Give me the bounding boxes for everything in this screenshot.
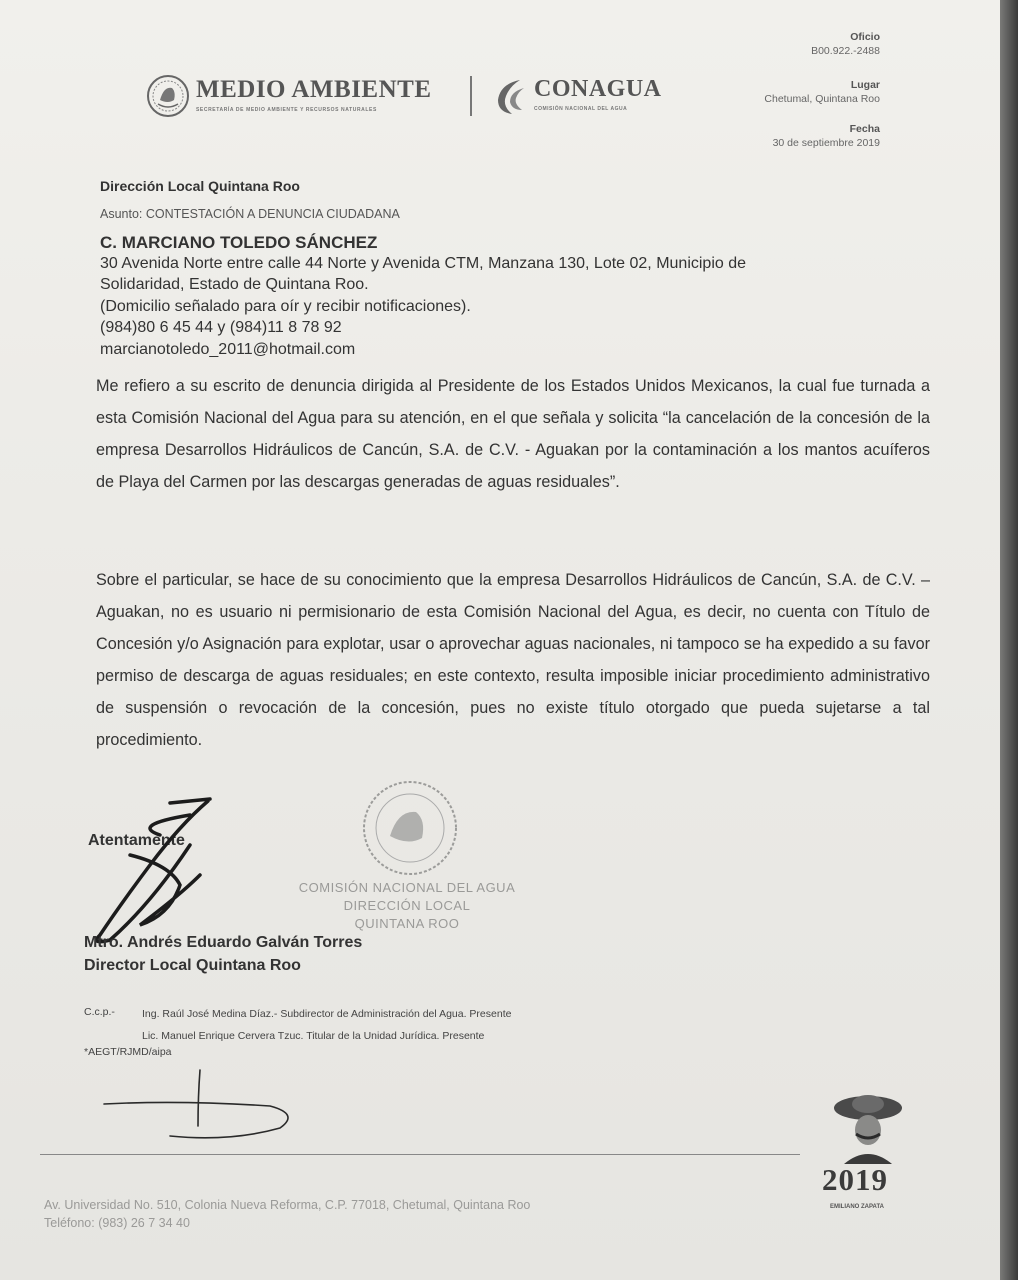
logo-separator	[470, 76, 472, 116]
footer-phone: Teléfono: (983) 26 7 34 40	[44, 1216, 190, 1230]
ccp-line-1: Ing. Raúl José Medina Díaz.- Subdirector de Administración del Agua. Presente	[142, 1008, 512, 1020]
recipient-address-line1: 30 Avenida Norte entre calle 44 Norte y Avenida CTM, Manzana 130, Lote 02, Municipio de	[100, 255, 747, 272]
zapata-label: EMILIANO ZAPATA	[830, 1204, 884, 1210]
oficio-label: Oficio	[850, 31, 880, 43]
ccp-label: C.c.p.-	[84, 1006, 115, 1018]
ccp-line-2: Lic. Manuel Enrique Cervera Tzuc. Titular de la Unidad Jurídica. Presente	[142, 1030, 485, 1042]
year-2019-logo: 2019	[822, 1162, 888, 1197]
conagua-logo-subtitle: COMISIÓN NACIONAL DEL AGUA	[534, 106, 628, 112]
asunto-line: Asunto: CONTESTACIÓN A DENUNCIA CIUDADANA	[100, 207, 400, 221]
initial-mark	[100, 1066, 310, 1146]
handwritten-signature	[70, 795, 240, 955]
recipient-phones: (984)80 6 45 44 y (984)11 8 78 92	[100, 319, 342, 336]
direccion-heading: Dirección Local Quintana Roo	[100, 178, 300, 194]
conagua-logo-text: CONAGUA	[534, 76, 662, 102]
stamp-line-2: DIRECCIÓN LOCAL	[343, 898, 471, 913]
fecha-label: Fecha	[849, 123, 880, 135]
stamp-line-1: COMISIÓN NACIONAL DEL AGUA	[298, 880, 516, 895]
body-paragraph-1: Me refiero a su escrito de denuncia dirigida al Presidente de los Estados Unidos Mexicanos, la cual fue turnada a esta Comisión Nacional del Agua para su atención, en el que señala y solicita “la cancelación de la concesión de la empresa Desarrollos Hidráulicos de Cancún, S.A. de C.V. - Aguakan por la contaminación a los mantos acuíferos de Playa del Carmen por las descargas generadas de aguas residuales”.	[96, 377, 930, 491]
zapata-portrait-icon	[826, 1092, 910, 1164]
lugar-label: Lugar	[850, 79, 880, 91]
body-paragraph-2: Sobre el particular, se hace de su conocimiento que la empresa Desarrollos Hidráulicos de Cancún, S.A. de C.V. – Aguakan, no es usuario ni permisionario de esta Comisión Nacional del Agua, es decir, no cuenta con Título de Concesión y/o Asignación para explotar, usar o aprovechar aguas nacionales, ni tampoco se ha expedido a su favor permiso de descarga de aguas residuales; en este contexto, resulta imposible iniciar procedimiento administrativo de suspensión o revocación de la concesión, pues no existe título otorgado que pueda sujetarse a tal procedimiento.	[96, 571, 930, 749]
footer-address: Av. Universidad No. 510, Colonia Nueva Reforma, C.P. 77018, Chetumal, Quintana Roo	[44, 1198, 531, 1212]
oficio-value: B00.922.-2488	[811, 45, 880, 57]
fecha-value: 30 de septiembre 2019	[772, 137, 880, 149]
conagua-wave-icon	[490, 74, 530, 118]
ccp-initials: *AEGT/RJMD/aipa	[84, 1046, 172, 1058]
footer-divider	[40, 1154, 800, 1155]
recipient-note: (Domicilio señalado para oír y recibir notificaciones).	[100, 298, 471, 315]
recipient-address-line2: Solidaridad, Estado de Quintana Roo.	[100, 276, 369, 293]
signer-name: Mtro. Andrés Eduardo Galván Torres	[84, 934, 363, 951]
signer-title: Director Local Quintana Roo	[84, 957, 301, 974]
mexican-eagle-seal-icon	[146, 74, 190, 118]
closing-atentamente: Atentamente	[88, 832, 185, 849]
medio-ambiente-logo-subtitle: SECRETARÍA DE MEDIO AMBIENTE Y RECURSOS NATURALES	[196, 107, 377, 113]
recipient-email: marcianotoledo_2011@hotmail.com	[100, 341, 356, 358]
oficio-block	[811, 30, 880, 58]
stamp-line-3: QUINTANA ROO	[354, 916, 460, 931]
lugar-value: Chetumal, Quintana Roo	[764, 93, 880, 105]
recipient-name: C. MARCIANO TOLEDO SÁNCHEZ	[100, 233, 378, 252]
fecha-block	[773, 122, 880, 150]
page-edge-shadow	[1000, 0, 1018, 1280]
medio-ambiente-logo-text: MEDIO AMBIENTE	[196, 76, 432, 103]
lugar-block	[764, 78, 880, 106]
